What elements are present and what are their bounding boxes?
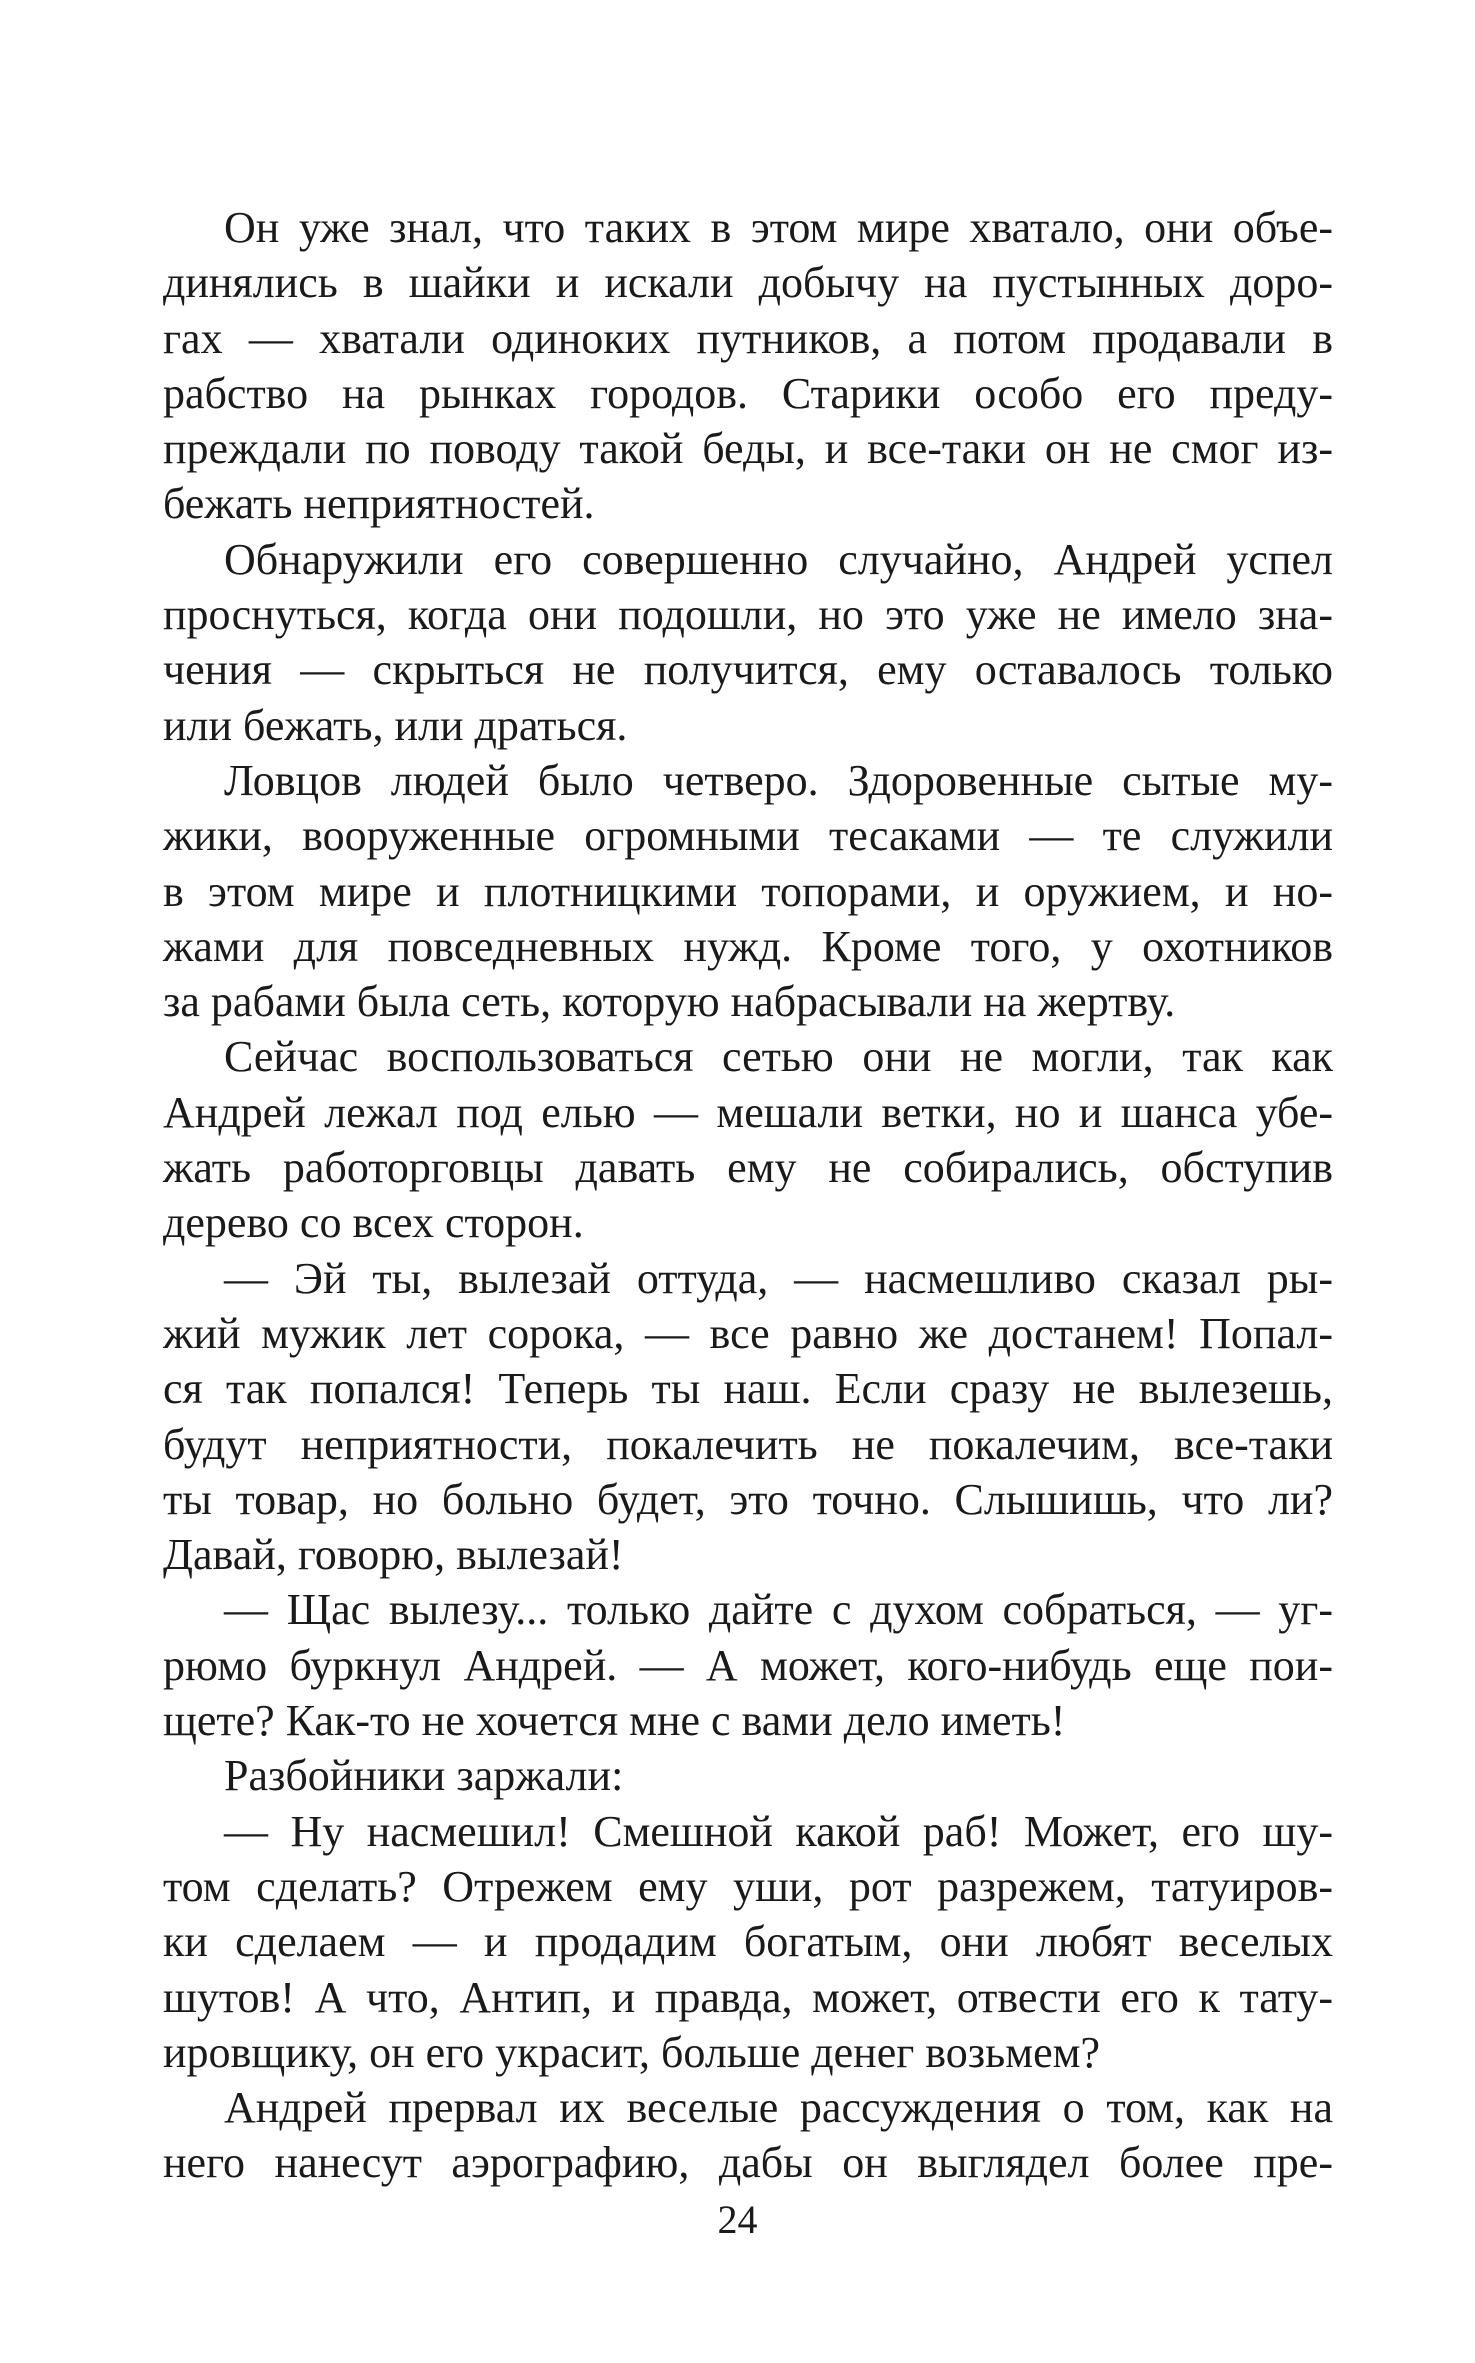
text-line: рабство на рынках городов. Старики особо его преду- bbox=[163, 368, 1333, 418]
text-line: бежать неприятностей. bbox=[163, 479, 595, 529]
text-line: — Щас вылезу... только дайте с духом собраться, — уг- bbox=[224, 1585, 1333, 1635]
text-line: шутов! А что, Антип, и правда, может, отвести его к тату- bbox=[163, 1972, 1333, 2022]
body-text bbox=[163, 200, 1333, 2191]
text-line: в этом мире и плотницкими топорами, и оружием, и но- bbox=[163, 866, 1333, 916]
text-line: Разбойники заржали: bbox=[224, 1751, 624, 1801]
text-line: него нанесут аэрографию, дабы он выглядел более пре- bbox=[163, 2138, 1333, 2188]
page-number: 24 bbox=[717, 2197, 758, 2242]
paragraph bbox=[163, 753, 1333, 1029]
text-line: проснуться, когда они подошли, но это уже не имело зна- bbox=[163, 590, 1333, 640]
text-line: динялись в шайки и искали добычу на пустынных доро- bbox=[163, 258, 1333, 308]
text-line: ся так попался! Теперь ты наш. Если сразу не вылезешь, bbox=[163, 1364, 1333, 1414]
text-line: жики, вооруженные огромными тесаками — те служили bbox=[163, 811, 1333, 861]
text-line: жами для повседневных нужд. Кроме того, у охотников bbox=[163, 921, 1333, 971]
text-line: Андрей прервал их веселые рассуждения о том, как на bbox=[224, 2083, 1333, 2133]
paragraph bbox=[163, 1582, 1333, 1748]
paragraph bbox=[163, 1251, 1333, 1583]
paragraph bbox=[163, 2080, 1333, 2191]
text-line: рюмо буркнул Андрей. — А может, кого-нибудь еще пои- bbox=[163, 1640, 1333, 1690]
text-line: чения — скрыться не получится, ему оставалось только bbox=[163, 645, 1333, 695]
text-line: Обнаружили его совершенно случайно, Андрей успел bbox=[224, 534, 1333, 584]
text-line: или бежать, или драться. bbox=[163, 700, 628, 750]
paragraph bbox=[163, 200, 1333, 532]
text-line: Он уже знал, что таких в этом мире хватало, они объе- bbox=[224, 203, 1333, 252]
text-line: жий мужик лет сорока, — все равно же достанем! Попал- bbox=[163, 1308, 1333, 1358]
paragraph bbox=[163, 1748, 1333, 1803]
text-line: ты товар, но больно будет, это точно. Слышишь, что ли? bbox=[163, 1474, 1333, 1524]
text-line: щете? Как-то не хочется мне с вами дело иметь! bbox=[163, 1696, 1066, 1746]
text-line: том сделать? Отрежем ему уши, рот разрежем, татуиров- bbox=[163, 1861, 1333, 1911]
text-line: дерево со всех сторон. bbox=[163, 1198, 584, 1248]
text-line: гах — хватали одиноких путников, а потом продавали в bbox=[163, 313, 1333, 363]
text-line: преждали по поводу такой беды, и все-таки он не смог из- bbox=[163, 424, 1333, 474]
text-line: — Ну насмешил! Смешной какой раб! Может, его шу- bbox=[224, 1806, 1333, 1856]
text-line: Андрей лежал под елью — мешали ветки, но и шанса убе- bbox=[163, 1087, 1333, 1137]
text-line: за рабами была сеть, которую набрасывали на жертву. bbox=[163, 977, 1176, 1027]
paragraph bbox=[163, 1804, 1333, 2080]
text-line: ки сделаем — и продадим богатым, они любят веселых bbox=[163, 1917, 1333, 1967]
text-line: Ловцов людей было четверо. Здоровенные сытые му- bbox=[224, 755, 1333, 805]
text-line: жать работорговцы давать ему не собирались, обступив bbox=[163, 1143, 1333, 1193]
paragraph bbox=[163, 532, 1333, 753]
text-line: будут неприятности, покалечить не покалечим, все-таки bbox=[163, 1419, 1333, 1469]
text-line: Давай, говорю, вылезай! bbox=[163, 1530, 624, 1580]
paragraph bbox=[163, 1029, 1333, 1250]
text-line: Сейчас воспользоваться сетью они не могли, так как bbox=[224, 1032, 1333, 1082]
text-line: — Эй ты, вылезай оттуда, — насмешливо сказал ры- bbox=[224, 1253, 1333, 1303]
text-line: ировщику, он его украсит, больше денег возьмем? bbox=[163, 2027, 1100, 2077]
